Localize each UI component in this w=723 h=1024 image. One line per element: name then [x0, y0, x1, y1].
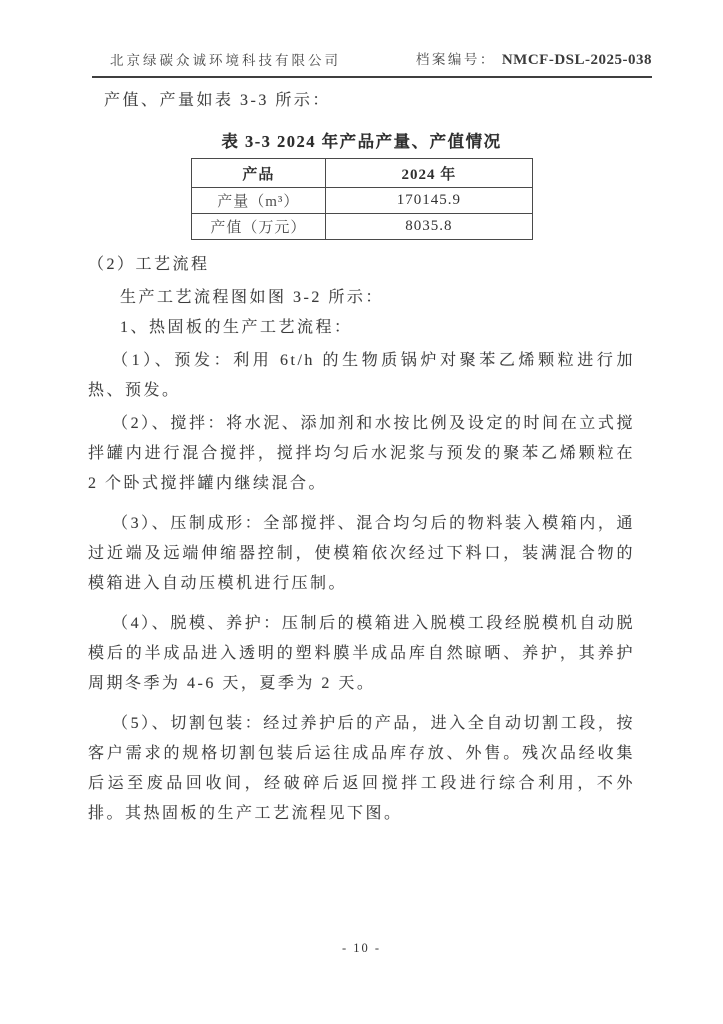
- table-header-row: [191, 159, 532, 188]
- page-header: [92, 48, 652, 78]
- header-company-name: 北京绿碳众诚环境科技有限公司: [110, 53, 341, 68]
- archive-label: 档案编号：: [415, 52, 496, 67]
- table-title: 表 3-3 2024 年产品产量、产值情况: [221, 132, 502, 151]
- table-row-output-value: [191, 214, 532, 240]
- paragraph-thermoset-board-intro: 1、热固板的生产工艺流程：: [120, 319, 353, 336]
- paragraph-step3-press-forming: （3）、压制成形：全部搅拌、混合均匀后的物料装入模箱内，通过近端及远端伸缩器控制，使模箱依次经过下料口，装满混合物的模箱进入自动压模机进行压制。: [88, 515, 635, 592]
- row-value-volume: 170145.9: [326, 188, 532, 214]
- page-footer: [0, 941, 723, 956]
- table-row-volume: [191, 188, 532, 214]
- row-label-output-value: 产值（万元）: [191, 214, 326, 240]
- section-heading-process-flow: （2）工艺流程: [88, 256, 210, 273]
- row-value-output-value: 8035.8: [326, 214, 532, 240]
- page-number: - 10 -: [341, 941, 382, 955]
- row-label-volume: 产量（m³）: [191, 188, 326, 214]
- column-header-year-2024: 2024 年: [326, 159, 532, 188]
- archive-number: NMCF-DSL-2025-038: [501, 52, 652, 68]
- paragraph-step1-pre-expansion: （1）、预发：利用 6t/h 的生物质锅炉对聚苯乙烯颗粒进行加热、预发。: [88, 352, 635, 399]
- header-archive: [416, 48, 652, 69]
- document-body: [88, 86, 635, 829]
- paragraph-step5-cutting-packaging: （5）、切割包装：经过养护后的产品，进入全自动切割工段，按客户需求的规格切割包装后运往成品库存放、外售。残次品经收集后运至废品回收间，经破碎后返回搅拌工段进行综合利用，不外排。其热固板的生产工艺流程见下图。: [88, 715, 635, 822]
- column-header-product: 产品: [191, 159, 326, 188]
- intro-paragraph: 产值、产量如表 3-3 所示：: [104, 92, 331, 109]
- production-output-table: [191, 158, 533, 240]
- paragraph-step4-demolding-curing: （4）、脱模、养护：压制后的模箱进入脱模工段经脱模机自动脱模后的半成品进入透明的塑料膜半成品库自然晾晒、养护，其养护周期冬季为 4-6 天，夏季为 2 天。: [88, 615, 635, 692]
- paragraph-step2-mixing: （2）、搅拌：将水泥、添加剂和水按比例及设定的时间在立式搅拌罐内进行混合搅拌，搅拌均匀后水泥浆与预发的聚苯乙烯颗粒在 2 个卧式搅拌罐内继续混合。: [88, 415, 635, 492]
- paragraph-flow-diagram-ref: 生产工艺流程图如图 3-2 所示：: [120, 289, 384, 306]
